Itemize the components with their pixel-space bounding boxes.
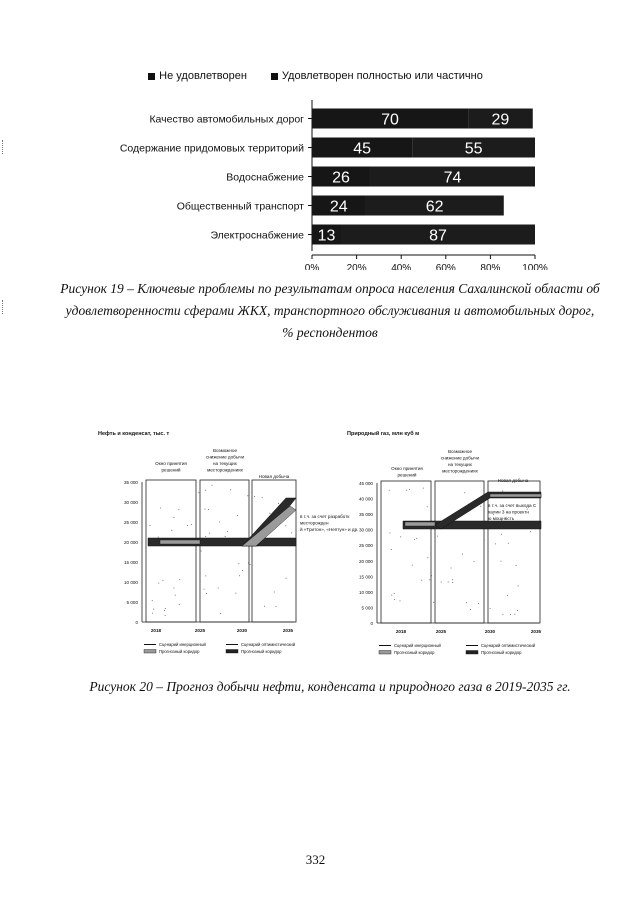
panel-header: Возможное [447, 449, 473, 454]
texture-dot [254, 496, 255, 497]
bar-value-label: 55 [464, 140, 483, 158]
window-panel [146, 480, 196, 622]
texture-dot [205, 536, 206, 537]
texture-dot [205, 490, 206, 491]
texture-dot [414, 539, 415, 540]
texture-dot [235, 593, 236, 594]
texture-dot [218, 588, 219, 589]
texture-dot [269, 513, 270, 514]
legend-item [148, 70, 247, 82]
texture-dot [500, 561, 501, 562]
chart-ylabel: Нефть и конденсат, тыс. т [98, 431, 170, 437]
texture-dot [171, 530, 172, 531]
y-tick-label: 10 000 [358, 589, 373, 595]
legend-swatch [466, 651, 478, 655]
x-tick-label: 2025 [435, 629, 447, 634]
texture-dot [285, 525, 286, 526]
texture-dot [276, 606, 277, 607]
chart-ylabel: Природный газ, млн куб м [347, 431, 420, 437]
texture-dot [450, 567, 451, 568]
texture-dot [412, 565, 413, 566]
panel-header: Новая добыча [497, 478, 529, 483]
x-tick-label: 40% [391, 263, 412, 270]
x-tick-label: 2035 [530, 629, 542, 634]
texture-dot [165, 608, 166, 609]
texture-dot [394, 599, 395, 600]
legend-swatch [144, 650, 156, 654]
bar-value-label: 45 [353, 140, 372, 158]
gas-forecast-chart [345, 425, 575, 670]
texture-dot [203, 589, 204, 590]
texture-dot [421, 580, 422, 581]
forecast-corridor-light [160, 540, 200, 544]
bar-value-label: 26 [332, 169, 350, 187]
category-label: Общественный транспорт [176, 200, 304, 213]
texture-dot [501, 534, 502, 535]
texture-dot [530, 531, 531, 532]
x-tick-label: 2035 [282, 628, 294, 633]
texture-dot [394, 593, 395, 594]
texture-dot [427, 557, 428, 558]
panel-header: на текущих [213, 461, 237, 466]
forecast-corridor-light [490, 494, 541, 497]
texture-dot [158, 583, 159, 584]
y-tick-label: 5 000 [361, 605, 373, 611]
x-tick-label: 80% [480, 263, 501, 270]
x-tick-label: 2030 [484, 629, 496, 634]
panel-header: месторождениях [207, 467, 243, 473]
texture-dot [400, 536, 401, 537]
x-tick-label: 2018 [395, 629, 407, 634]
texture-dot [406, 490, 407, 491]
legend-swatch [148, 73, 155, 80]
texture-dot [225, 536, 226, 537]
window-panel [381, 481, 431, 623]
annotation-text: в т.ч. за счет выхода С [488, 503, 537, 508]
legend-label: Не удовлетворен [159, 70, 247, 82]
x-tick-label: 2030 [236, 628, 248, 633]
texture-dot [429, 579, 430, 580]
legend-swatch [379, 651, 391, 655]
texture-dot [518, 585, 519, 586]
texture-dot [164, 610, 165, 611]
texture-dot [480, 506, 481, 507]
texture-dot [514, 614, 515, 615]
texture-dot [389, 490, 390, 491]
panel-header: решений [397, 472, 417, 478]
y-tick-label: 30 000 [358, 527, 373, 533]
texture-dot [274, 591, 275, 592]
legend-label: Прогнозный коридор [241, 649, 282, 654]
texture-dot [152, 613, 153, 614]
texture-dot [201, 551, 202, 552]
annotation-text: ю мощность [488, 516, 515, 521]
legend-label: Сценарий инерционный [394, 643, 441, 648]
oil-forecast-chart [90, 425, 360, 670]
bar-value-label: 74 [443, 169, 462, 187]
texture-dot [250, 564, 251, 565]
texture-dot [173, 517, 174, 518]
texture-dot [220, 613, 221, 614]
texture-dot [452, 579, 453, 580]
forecast-corridor-light [405, 522, 435, 526]
bar-value-label: 29 [491, 111, 510, 129]
annotation-text: й «Тритон», «Нептун» и др. [300, 527, 359, 532]
texture-dot [464, 492, 465, 493]
legend-swatch [226, 650, 238, 654]
texture-dot [211, 485, 212, 486]
texture-dot [416, 538, 417, 539]
x-tick-label: 100% [522, 263, 548, 270]
panel-header: Окно принятия [391, 466, 423, 471]
y-tick-label: 35 000 [123, 480, 138, 485]
texture-dot [507, 595, 508, 596]
y-tick-label: 20 000 [123, 540, 138, 545]
bar-value-label: 87 [429, 227, 447, 245]
legend-label: Удовлетворен полностью или частично [281, 70, 483, 82]
texture-dot [495, 543, 496, 544]
texture-dot [423, 488, 424, 489]
y-tick-label: 25 000 [123, 520, 138, 525]
annotation-text: месторожден [300, 520, 329, 526]
y-tick-label: 15 000 [123, 560, 138, 565]
x-tick-label: 2018 [150, 628, 162, 633]
texture-dot [198, 492, 199, 493]
panel-header: Возможное [212, 448, 238, 453]
texture-dot [291, 532, 292, 533]
texture-dot [262, 497, 263, 498]
texture-dot [150, 525, 151, 526]
texture-dot [209, 533, 210, 534]
legend-swatch [271, 73, 278, 80]
texture-dot [247, 495, 248, 496]
texture-dot [152, 600, 153, 601]
legend-label: Сценарий оптимистический [241, 642, 296, 647]
category-label: Содержание придомовых территорий [119, 142, 304, 155]
texture-dot [227, 531, 228, 532]
texture-dot [187, 525, 188, 526]
texture-dot [237, 515, 238, 516]
texture-dot [478, 603, 479, 604]
panel-header: снижение добычи [205, 454, 245, 460]
texture-dot [230, 489, 231, 490]
texture-dot [502, 491, 503, 492]
texture-dot [178, 509, 179, 510]
margin-mark [2, 300, 6, 314]
texture-dot [158, 537, 159, 538]
texture-dot [427, 506, 428, 507]
annotation-text: в т.ч. за счет разработк [300, 514, 350, 519]
texture-dot [448, 582, 449, 583]
panel-header: Окно принятия [155, 461, 187, 466]
texture-dot [286, 578, 287, 579]
bar-value-label: 70 [381, 111, 399, 129]
texture-dot [399, 600, 400, 601]
panel-header: месторождениях [442, 468, 478, 474]
texture-dot [510, 614, 511, 615]
texture-dot [238, 563, 239, 564]
bar-value-label: 13 [317, 227, 336, 245]
texture-dot [462, 554, 463, 555]
texture-dot [517, 610, 518, 611]
page-number: 332 [305, 852, 326, 867]
y-tick-label: 20 000 [358, 558, 373, 564]
panel-header: Новая добыча [258, 474, 290, 479]
texture-dot [430, 548, 431, 549]
texture-dot [484, 539, 485, 540]
texture-dot [179, 579, 180, 580]
x-tick-label: 20% [346, 263, 367, 270]
y-tick-label: 25 000 [358, 543, 373, 549]
texture-dot [452, 582, 453, 583]
bar-chart-legend [0, 70, 631, 82]
texture-dot [473, 561, 474, 562]
texture-dot [239, 575, 240, 576]
texture-dot [173, 588, 174, 589]
texture-dot [433, 602, 434, 603]
texture-dot [248, 562, 249, 563]
texture-dot [470, 609, 471, 610]
panel-header: решений [161, 467, 181, 473]
x-tick-label: 60% [435, 263, 456, 270]
y-tick-label: 10 000 [123, 580, 138, 585]
y-tick-label: 45 000 [358, 481, 373, 486]
texture-dot [191, 524, 192, 525]
y-tick-label: 35 000 [358, 512, 373, 518]
legend-label: Прогнозный коридор [481, 650, 522, 655]
texture-dot [466, 602, 467, 603]
y-tick-label: 0 [370, 621, 373, 626]
bar-value-label: 62 [425, 198, 444, 216]
category-label: Качество автомобильных дорог [149, 113, 304, 126]
texture-dot [242, 570, 243, 571]
legend-label: Сценарий оптимистический [481, 643, 536, 648]
bar-value-label: 24 [329, 198, 348, 216]
texture-dot [162, 580, 163, 581]
texture-dot [278, 503, 279, 504]
texture-dot [165, 615, 166, 616]
texture-dot [219, 522, 220, 523]
texture-dot [389, 533, 390, 534]
bar-chart [0, 90, 631, 270]
category-label: Электроснабжение [210, 229, 304, 242]
texture-dot [204, 509, 205, 510]
legend-label: Сценарий инерционный [159, 642, 206, 647]
texture-dot [409, 489, 410, 490]
texture-dot [206, 593, 207, 594]
x-tick-label: 0% [304, 263, 320, 270]
texture-dot [153, 609, 154, 610]
texture-dot [208, 509, 209, 510]
texture-dot [175, 595, 176, 596]
texture-dot [516, 565, 517, 566]
texture-dot [179, 604, 180, 605]
y-tick-label: 0 [135, 620, 138, 625]
legend-label: Прогнозный коридор [394, 650, 435, 655]
window-panel [200, 480, 249, 622]
y-tick-label: 5 000 [126, 600, 138, 605]
texture-dot [160, 507, 161, 508]
texture-dot [484, 594, 485, 595]
texture-dot [437, 536, 438, 537]
annotation-text: халин 3 на проектн [488, 509, 529, 515]
texture-dot [508, 543, 509, 544]
texture-dot [205, 575, 206, 576]
texture-dot [431, 575, 432, 576]
texture-dot [391, 595, 392, 596]
texture-dot [441, 581, 442, 582]
figure-19-caption: Рисунок 19 – Ключевые проблемы по результатам опроса населения Сахалинской области об удовлетворенности сферами ЖКХ, транспортного обслуживания и автомобильных дорог, % респондентов [60, 281, 600, 340]
legend-item [271, 70, 483, 82]
category-label: Водоснабжение [226, 171, 304, 184]
panel-header: снижение добычи [440, 455, 480, 461]
panel-header: на текущих [448, 462, 472, 467]
x-tick-label: 2025 [194, 628, 206, 633]
texture-dot [391, 549, 392, 550]
y-tick-label: 30 000 [123, 500, 138, 505]
texture-dot [502, 614, 503, 615]
legend-label: Прогнозный коридор [159, 649, 200, 654]
texture-dot [490, 608, 491, 609]
y-tick-label: 40 000 [358, 496, 373, 502]
y-tick-label: 15 000 [358, 574, 373, 580]
figure-20-caption: Рисунок 20 – Прогноз добычи нефти, конденсата и природного газа в 2019-2035 гг. [89, 679, 571, 694]
texture-dot [264, 606, 265, 607]
